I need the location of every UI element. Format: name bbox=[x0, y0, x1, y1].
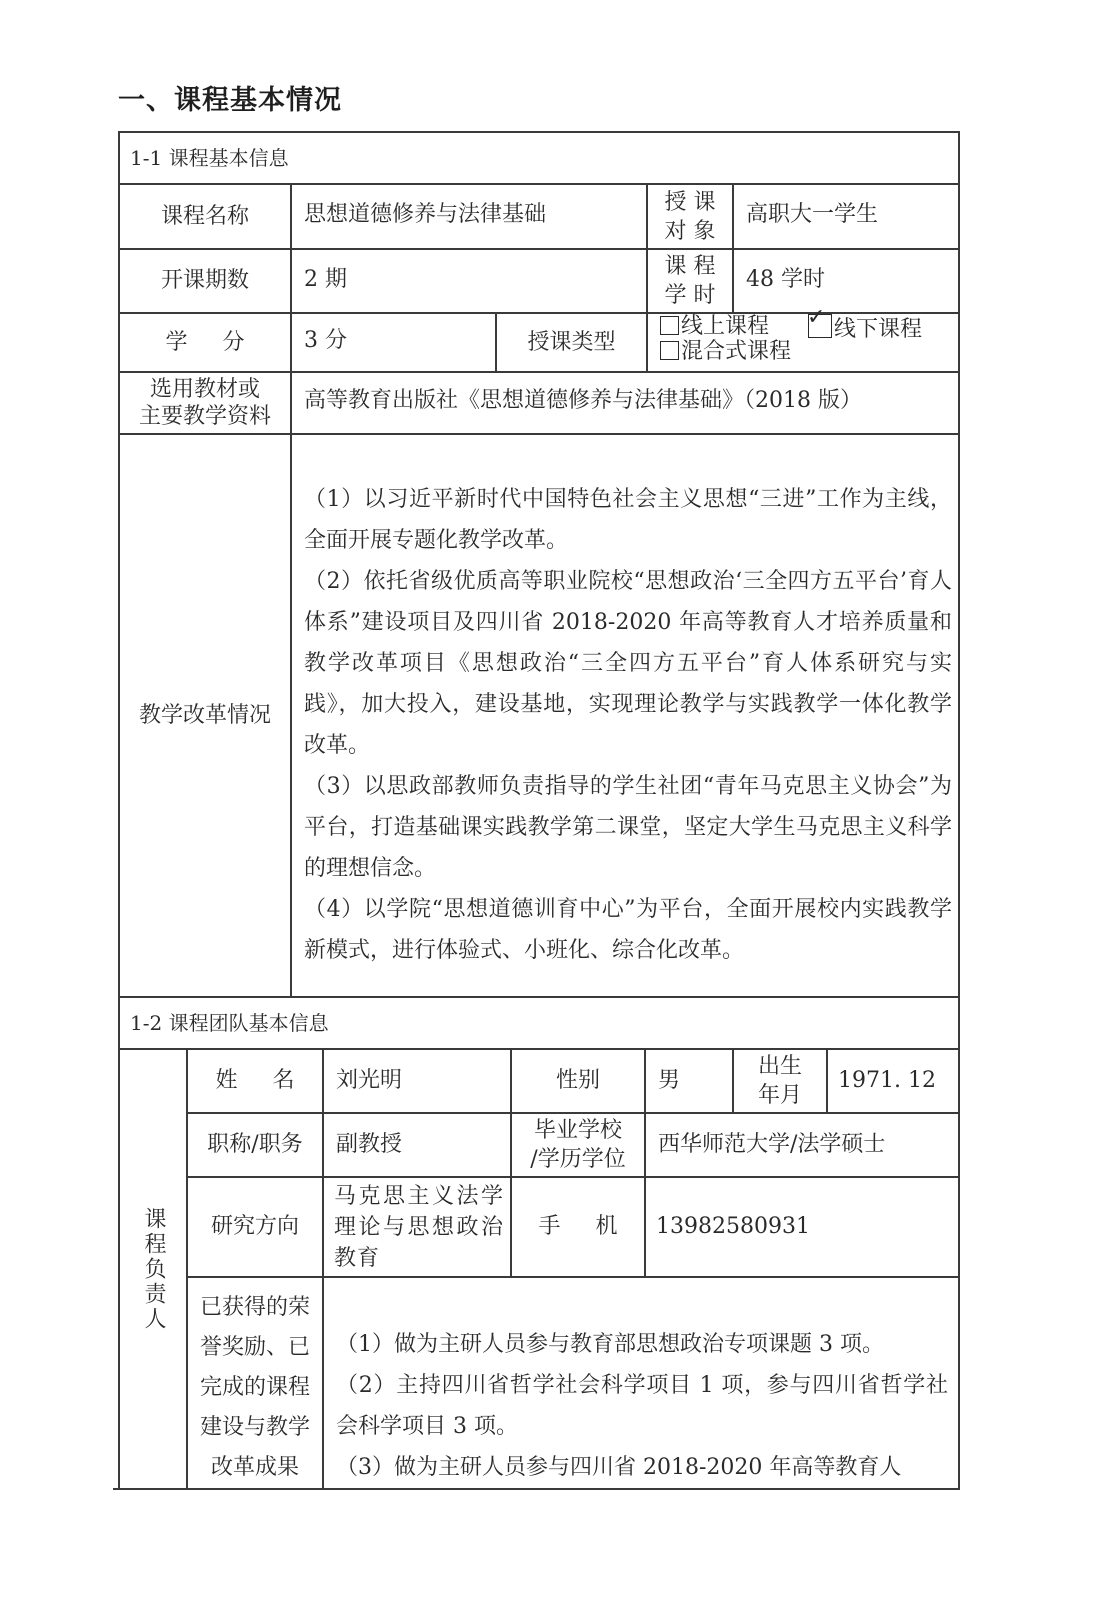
hours-label: 课 程 学 时 bbox=[664, 254, 716, 308]
birth-label: 出生 年月 bbox=[757, 1054, 802, 1108]
course-name-label: 课程名称 bbox=[160, 203, 249, 229]
online-label: 线上课程 bbox=[681, 314, 770, 339]
section-title: 一、课程基本情况 bbox=[118, 85, 342, 116]
reform-content bbox=[304, 479, 952, 971]
title-label: 职称/职务 bbox=[207, 1132, 303, 1157]
honors-content bbox=[336, 1324, 948, 1488]
type-label: 授课类型 bbox=[527, 329, 616, 355]
school-label: 毕业学校 /学历学位 bbox=[530, 1118, 626, 1172]
phone-value: 13982580931 bbox=[656, 1214, 810, 1239]
school-value: 西华师范大学/法学硕士 bbox=[658, 1132, 886, 1157]
gender-label: 性别 bbox=[555, 1068, 600, 1093]
type-option-online[interactable] bbox=[660, 314, 769, 340]
reform-item: （3）以思政部教师负责指导的学生社团“青年马克思主义协会”为平台，打造基础课实践教学第二课堂，坚定大学生马克思主义科学的理想信念。 bbox=[304, 774, 952, 881]
blended-label: 混合式课程 bbox=[681, 339, 792, 364]
offline-label: 线下课程 bbox=[834, 317, 923, 342]
textbook-value: 高等教育出版社《思想道德修养与法律基础》（2018 版） bbox=[304, 388, 862, 413]
research-label: 研究方向 bbox=[210, 1214, 299, 1239]
phone-label: 手 机 bbox=[538, 1214, 618, 1239]
gender-value: 男 bbox=[658, 1068, 681, 1093]
course-name-value: 思想道德修养与法律基础 bbox=[304, 202, 547, 227]
name-label: 姓 名 bbox=[215, 1068, 295, 1093]
honors-label: 已获得的荣誉奖励、已完成的课程建设与教学改革成果 bbox=[199, 1295, 310, 1480]
online-checkbox[interactable] bbox=[660, 316, 679, 335]
birth-value: 1971. 12 bbox=[838, 1068, 936, 1093]
honors-item: （2）主持四川省哲学社会科学项目 1 项，参与四川省哲学社会科学项目 3 项。 bbox=[336, 1373, 948, 1439]
check-mark-icon: ✓ bbox=[807, 305, 826, 330]
blended-checkbox[interactable] bbox=[660, 341, 679, 360]
reform-item: （2）依托省级优质高等职业院校“思想政治‘三全四方五平台’育人体系”建设项目及四川省 2018-2020 年高等教育人才培养质量和教学改革项目《思想政治“三全四方五平台”育人体系研究与实践》，加大投入，建设基地，实现理论教学与实践教学一体化教学改革。 bbox=[304, 569, 952, 758]
textbook-label: 选用教材或 主要教学资料 bbox=[138, 377, 271, 429]
title-value: 副教授 bbox=[336, 1132, 403, 1157]
reform-label: 教学改革情况 bbox=[138, 702, 271, 728]
section-1-2-title: 1-2 课程团队基本信息 bbox=[130, 1011, 329, 1035]
leader-label: 课程负责人 bbox=[141, 1206, 166, 1332]
section-1-1-title: 1-1 课程基本信息 bbox=[130, 146, 289, 170]
periods-value: 2 期 bbox=[304, 267, 347, 292]
reform-item: （1）以习近平新时代中国特色社会主义思想“三进”工作为主线，全面开展专题化教学改革。 bbox=[304, 487, 952, 553]
audience-value: 高职大一学生 bbox=[746, 202, 879, 227]
honors-item: （1）做为主研人员参与教育部思想政治专项课题 3 项。 bbox=[336, 1332, 884, 1357]
name-value: 刘光明 bbox=[336, 1068, 403, 1093]
type-option-offline[interactable] bbox=[807, 305, 923, 343]
research-value: 马克思主义法学理论与思想政治教育 bbox=[334, 1184, 504, 1271]
offline-checkbox[interactable] bbox=[807, 305, 832, 338]
type-option-blended[interactable] bbox=[660, 339, 791, 365]
honors-item: （3）做为主研人员参与四川省 2018-2020 年高等教育人 bbox=[336, 1455, 902, 1480]
credit-label: 学 分 bbox=[165, 329, 245, 355]
leader-label-cell bbox=[120, 1050, 186, 1488]
reform-item: （4）以学院“思想道德训育中心”为平台，全面开展校内实践教学新模式，进行体验式、小班化、综合化改革。 bbox=[304, 897, 952, 963]
credit-value: 3 分 bbox=[304, 328, 347, 353]
hours-value: 48 学时 bbox=[746, 267, 825, 292]
audience-label: 授 课 对 象 bbox=[664, 189, 716, 244]
periods-label: 开课期数 bbox=[160, 268, 249, 293]
